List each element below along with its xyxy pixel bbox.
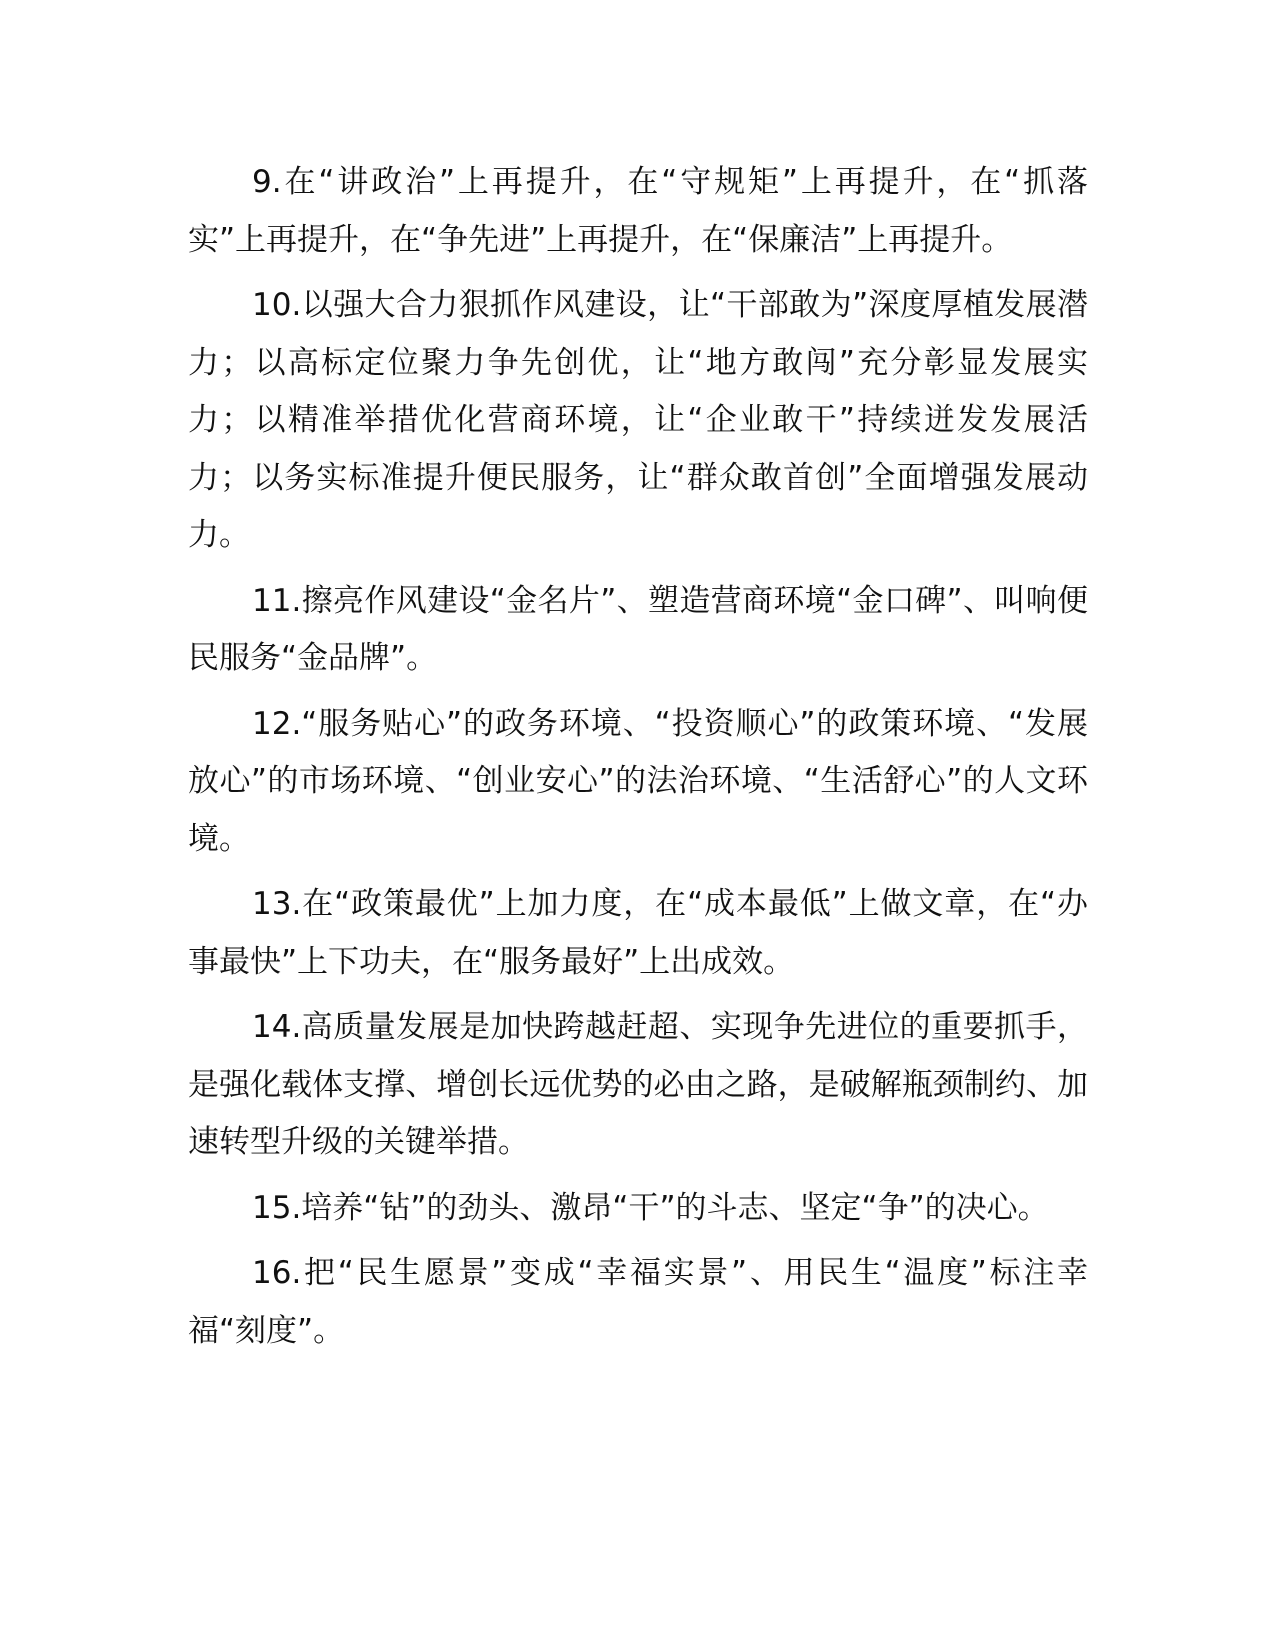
paragraph-15: 15.培养“钻”的劲头、激昂“干”的斗志、坚定“争”的决心。 <box>252 1189 1049 1226</box>
paragraph-16: 16.把“民生愿景”变成“幸福实景”、用民生“温度”标注幸福“刻度”。 <box>188 1255 1088 1349</box>
paragraph-10: 10.以强大合力狠抓作风建设，让“干部敢为”深度厚植发展潜力；以高标定位聚力争先创优，让“地方敢闯”充分彰显发展实力；以精准举措优化营商环境，让“企业敢干”持续迸发发展活力；以务实标准提升便民服务，让“群众敢首创”全面增强发展动力。 <box>188 287 1088 553</box>
paragraph-9: 9.在“讲政治”上再提升，在“守规矩”上再提升，在“抓落实”上再提升，在“争先进”上再提升，在“保廉洁”上再提升。 <box>188 164 1088 258</box>
paragraph-14: 14.高质量发展是加快跨越赶超、实现争先进位的重要抓手，是强化载体支撑、增创长远优势的必由之路，是破解瓶颈制约、加速转型升级的关键举措。 <box>188 1009 1088 1160</box>
paragraph-13: 13.在“政策最优”上加力度，在“成本最低”上做文章，在“办事最快”上下功夫，在“服务最好”上出成效。 <box>188 886 1088 980</box>
document-body <box>188 154 1088 1368</box>
paragraph-11: 11.擦亮作风建设“金名片”、塑造营商环境“金口碑”、叫响便民服务“金品牌”。 <box>188 582 1088 676</box>
paragraph-12: 12.“服务贴心”的政务环境、“投资顺心”的政策环境、“发展放心”的市场环境、“创业安心”的法治环境、“生活舒心”的人文环境。 <box>188 705 1088 857</box>
